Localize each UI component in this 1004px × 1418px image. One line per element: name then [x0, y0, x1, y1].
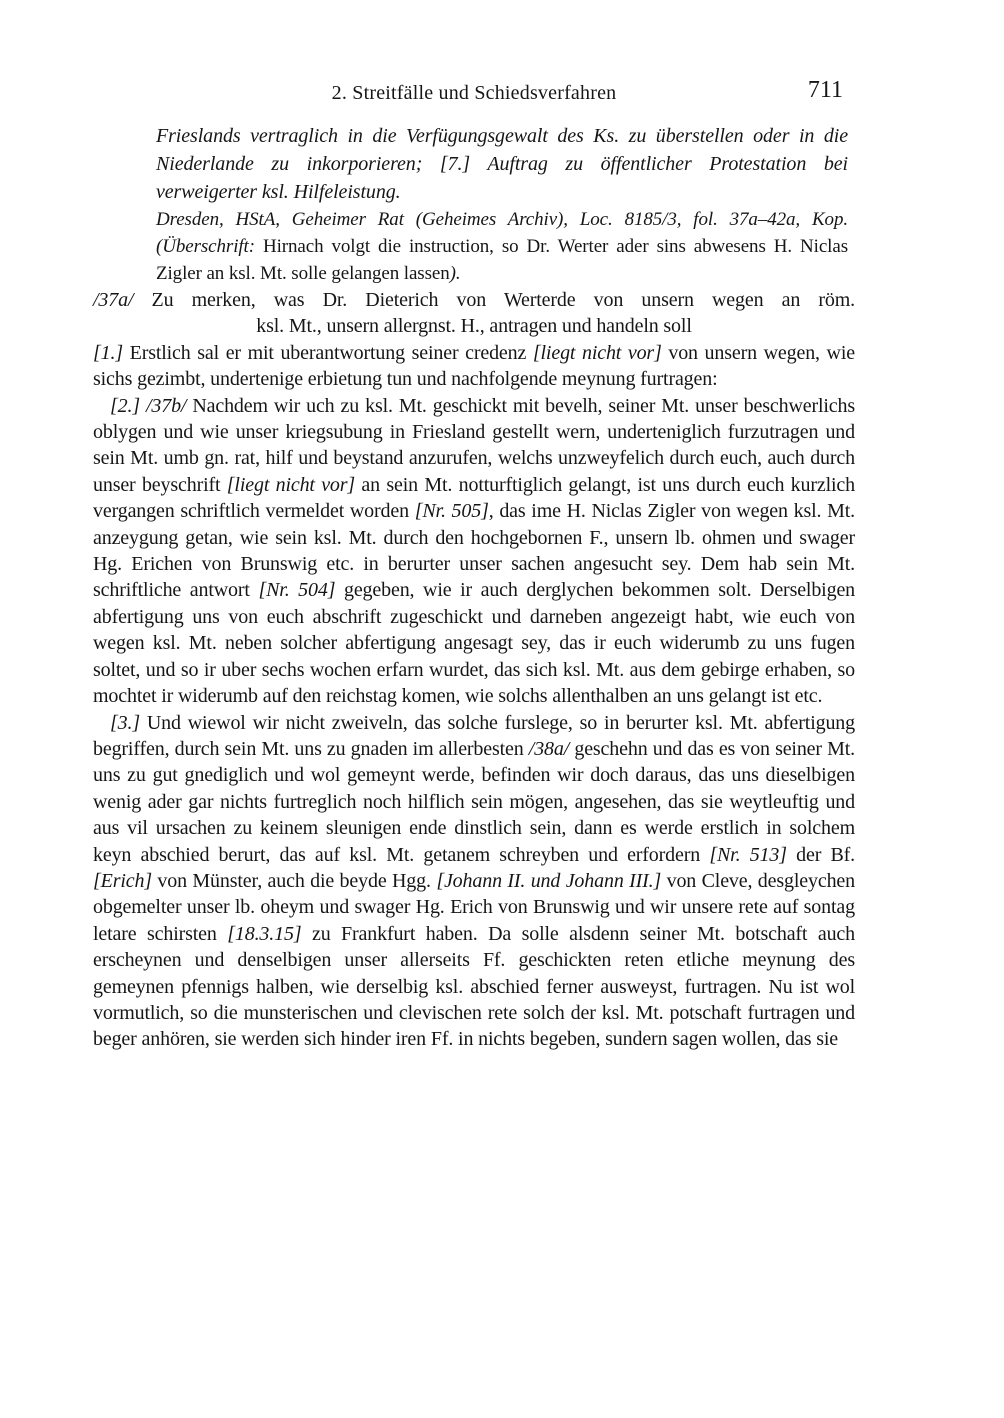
text-segment: Erstlich sal er mit uberantwortung seiner credenz	[129, 341, 533, 364]
source-citation	[156, 206, 848, 287]
text-segment: Hirnach volgt die instruction, so Dr. Werter ader sins abwesens H. Niclas Zigler an ksl. Mt. solle gelangen lassen	[156, 236, 848, 284]
editorial-italic-segment: [liegt nicht vor]	[226, 473, 356, 496]
section-title: 2. Streitfälle und Schiedsverfahren	[331, 82, 617, 104]
document-body	[93, 287, 855, 1053]
text-segment: an sein Mt. notturftiglich gelangt, ist uns durch euch kurzlich vergangen schriftlich vermeldet worden	[93, 473, 855, 523]
editorial-italic-segment: [3.]	[110, 711, 147, 734]
paragraph-1	[93, 340, 855, 393]
editorial-italic-segment: /37a/	[93, 289, 152, 311]
text-segment: der Bf.	[786, 843, 855, 866]
text-segment: geschehn und das es von seiner Mt. uns zu gut gnediglich und wol gemeynt werde, befinden wir doch daraus, das uns dieselbigen wenig ader gar nichts furtreglich noch hilflich sein mögen, angesehen, das sie weytleuftig und aus vil ursachen zu keinem sleunigen ende dinstlich sein, dann es werde erstlich in solchem keyn abschied berurt, das auf ksl. Mt. getanem schreyben und erfordern	[93, 737, 855, 866]
text-segment: von Cleve, desgleychen obgemelter unser lb. oheym und swager Hg. Erich von Brunswig und wir unsere rete auf sontag letare schirsten	[93, 869, 855, 945]
editorial-italic-segment: [Erich]	[93, 869, 152, 892]
editorial-italic-segment: [Nr. 504]	[258, 579, 336, 602]
text-segment: von unsern wegen, wie sichs gezimbt, undertenige erbietung tun und nachfolgende meynung furtragen:	[93, 341, 855, 391]
editorial-italic-segment: ).	[449, 263, 461, 284]
editorial-italic-segment: /38a/	[528, 737, 570, 760]
document-heading-line1	[93, 287, 855, 313]
text-segment: von Münster, auch die beyde Hgg.	[151, 869, 437, 892]
editorial-italic-segment: [1.]	[93, 341, 130, 364]
text-segment: Und wiewol wir nicht zweiveln, das solche furslege, so in berurter ksl. Mt. abfertigung begriffen, durch sein Mt. uns zu gnaden im allerbesten	[93, 711, 855, 760]
text-segment: , das ime H. Niclas Zigler von wegen ksl. Mt. anzeygung getan, wie sein ksl. Mt. durch den hochgebornen F., unsern lb. ohmen und swager Hg. Erichen von Brunswig etc. in berurter unser sachen angesucht sey. Dem hab sein Mt. schriftliche antwort	[93, 500, 856, 602]
running-header	[93, 77, 855, 106]
editorial-italic-segment: [Nr. 505]	[414, 500, 489, 523]
text-segment: Nachdem wir uch zu ksl. Mt. geschickt mit bevelh, seiner Mt. unser beschwerlichs oblygen und wie unser kriegsubung in Friesland gestellt wern, underteniglich furzutragen und sein Mt. umb gn. rat, hilf und beystand anzurufen, welchs unzweyfelich durch euch, auch durch unser beyschrift	[93, 394, 855, 496]
text-segment: Zu merken, was Dr. Dieterich von Werterde von unsern wegen an röm.	[151, 289, 855, 311]
editorial-italic-segment: [Johann II. und Johann III.]	[436, 869, 662, 892]
paragraph-3	[93, 710, 855, 1053]
document-heading-line2: ksl. Mt., unsern allergnst. H., antragen und handeln soll	[256, 315, 692, 338]
editorial-italic-segment: Dresden, HStA, Geheimer Rat (Geheimes Archiv), Loc. 8185/3, fol. 37a–42a, Kop. (Überschrift:	[156, 209, 848, 257]
editorial-italic-segment: [18.3.15]	[227, 922, 302, 945]
editorial-italic-segment: [liegt nicht vor]	[532, 341, 662, 364]
paragraph-2	[93, 393, 855, 710]
editorial-italic-segment: [Nr. 513]	[709, 843, 787, 866]
editorial-italic-segment: [2.] /37b/	[110, 394, 193, 417]
text-column	[93, 77, 856, 1053]
page-number: 711	[807, 77, 843, 103]
editorial-italic-segment: Frieslands vertraglich in die Verfügungsgewalt des Ks. zu überstellen oder in die Niederlande zu inkorporieren; [7.] Auftrag zu öffentlicher Protestation bei verweigerter ksl. Hilfeleistung.	[156, 125, 848, 203]
text-segment: zu Frankfurt haben. Da solle alsdenn seiner Mt. botschaft auch erscheynen und denselbigen unser allerseits Ff. geschickten reten etliche meynung des gemeynen pfennigs halben, wie derselbig ksl. abschied ferner ausweyst, furtragen. Nu ist wol vormutlich, so die munsterischen und clevischen rete solch der ksl. Mt. potschaft furtragen und beger anhören, sie werden sich hinder iren Ff. in nichts begeben, sundern sagen wollen, das sie	[93, 922, 855, 1051]
regest-summary	[156, 122, 848, 206]
text-segment: gegeben, wie ir auch derglychen bekommen solt. Derselbigen abfertigung uns von euch abschrift zugeschickt und darneben angezeigt habt, wie euch von wegen ksl. Mt. neben solcher abfertigung angesagt sey, das ir euch widerumb zu uns fugen soltet, und so ir uber sechs wochen erfarn wurdet, das sich ksl. Mt. aus dem gebirge erhaben, so mochtet ir widerumb auf den reichstag komen, wie solchs allenthalben an uns gelangt ist etc.	[93, 579, 856, 708]
